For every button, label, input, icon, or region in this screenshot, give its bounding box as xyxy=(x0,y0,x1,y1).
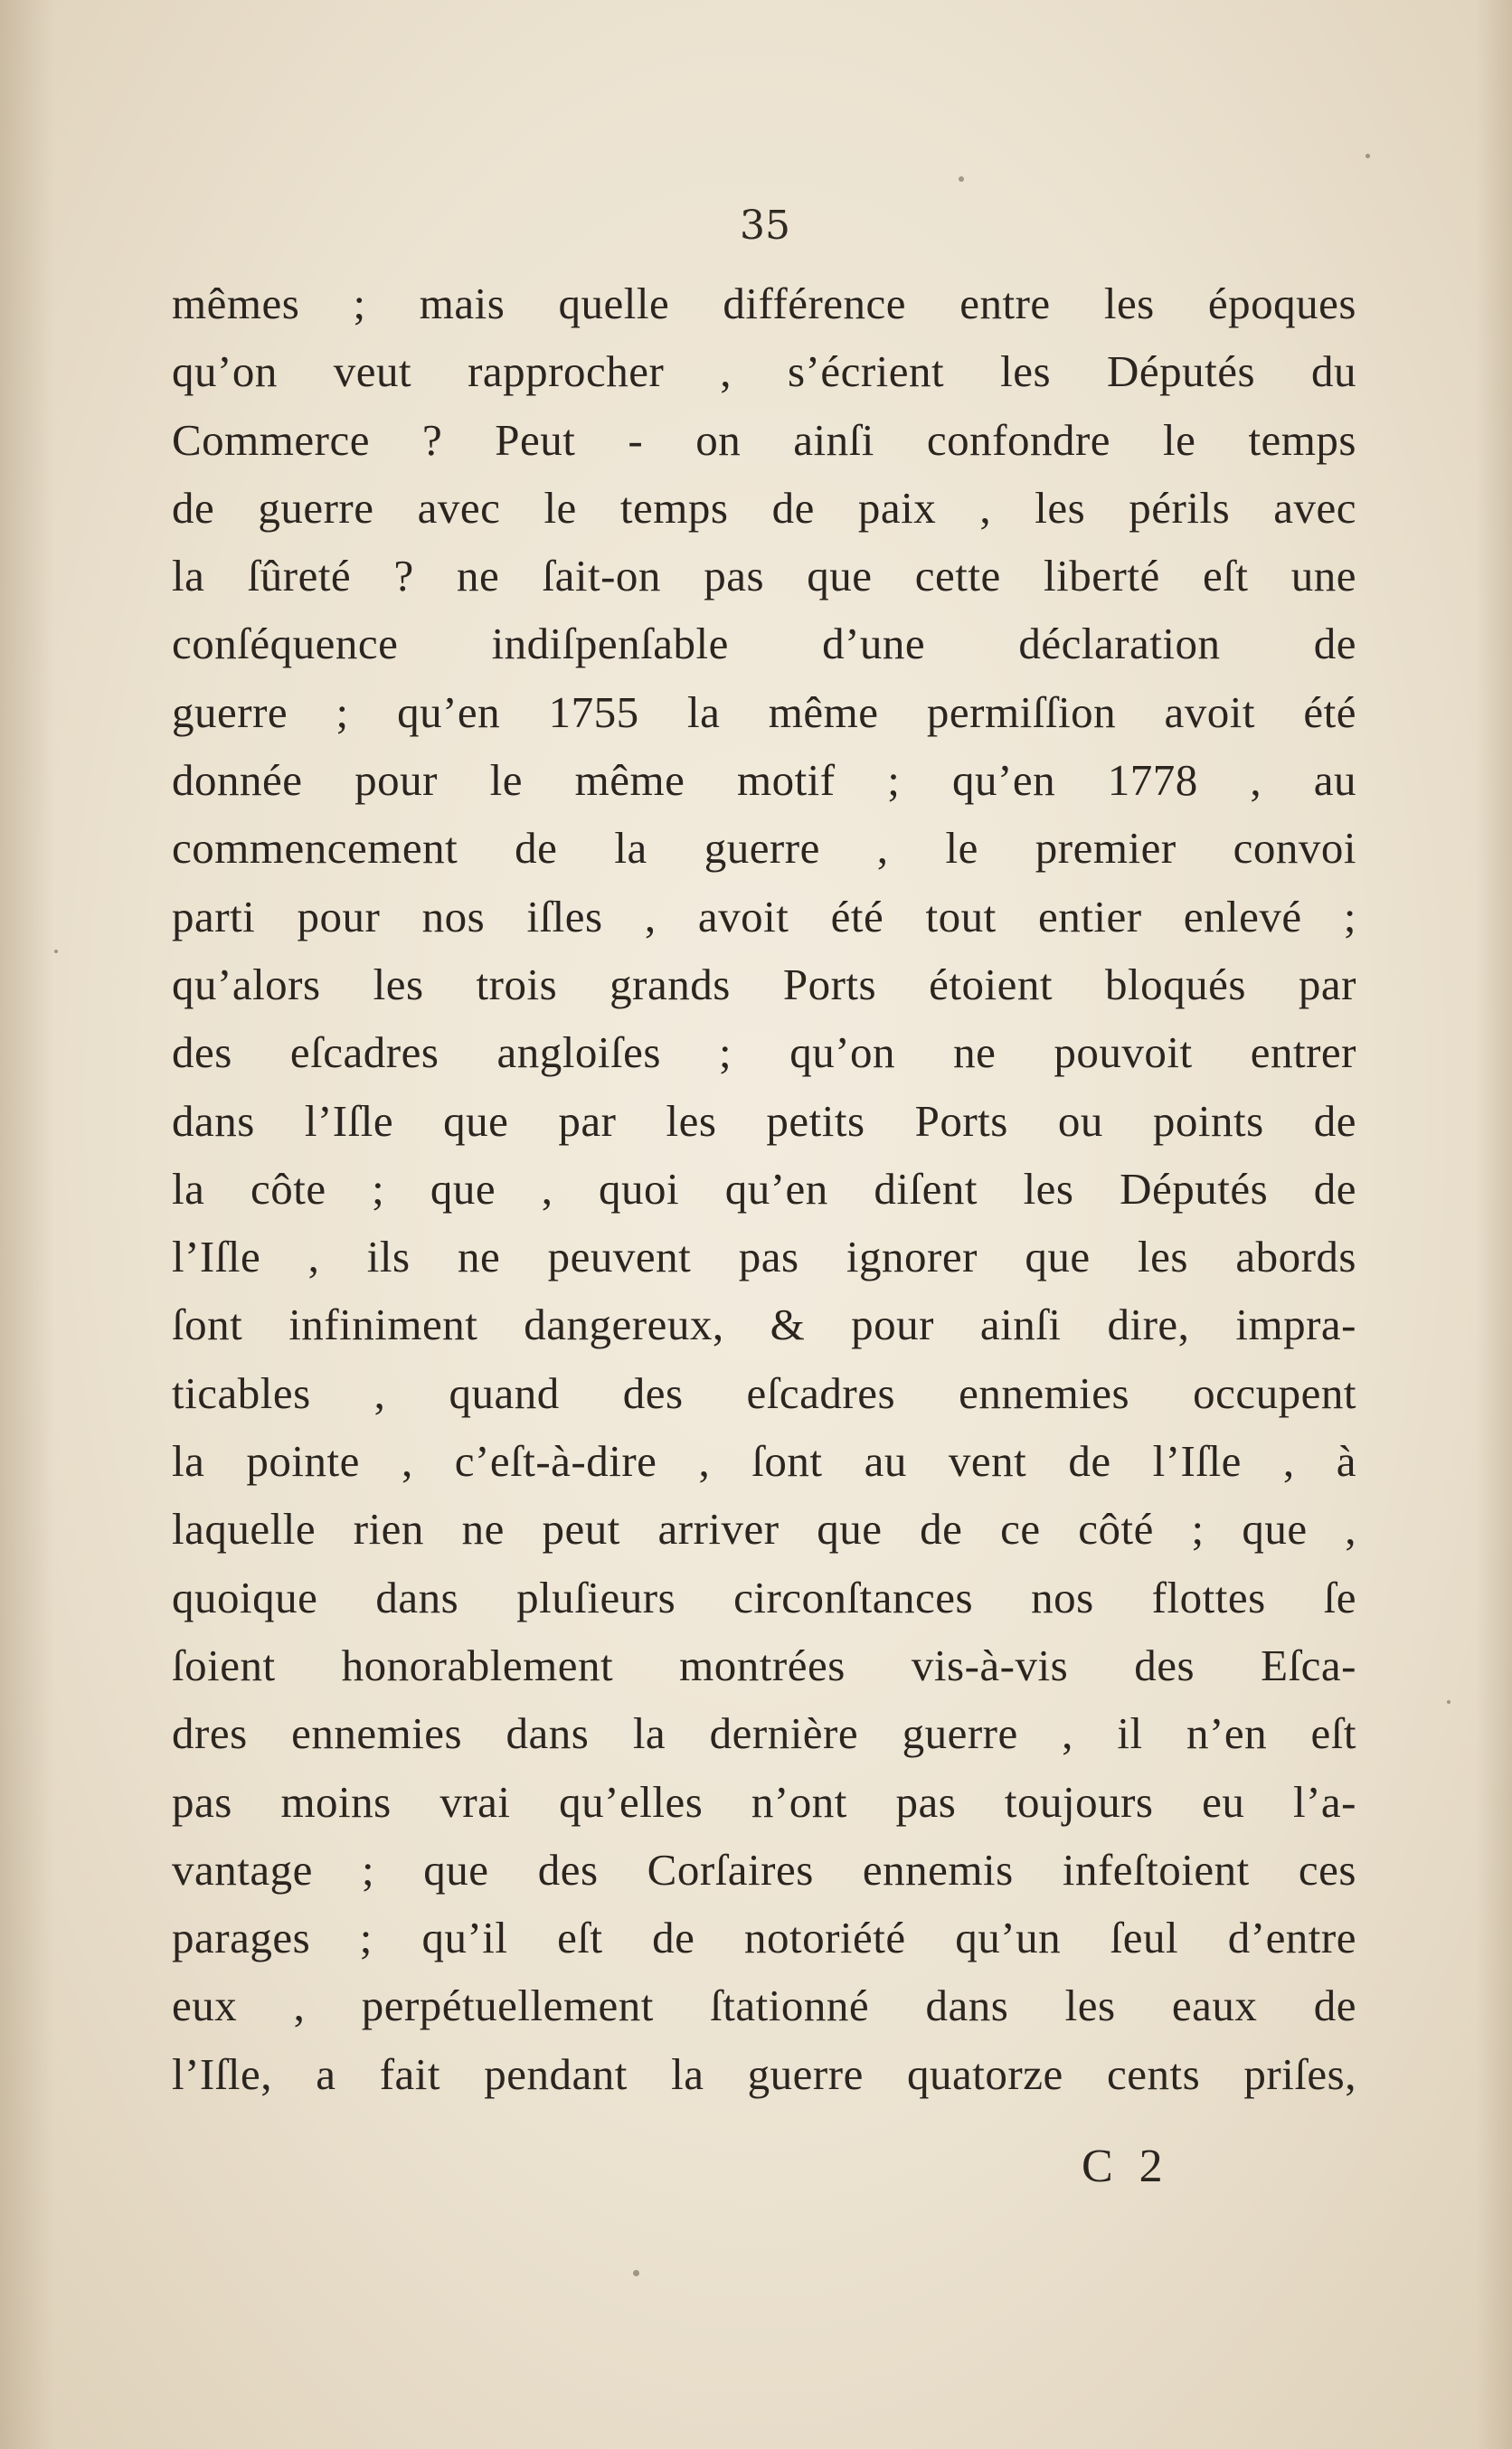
text-line: mêmes ; mais quelle différence entre les époques xyxy=(172,279,1356,328)
text-line: ſoient honorablement montrées vis-à-vis des Eſca- xyxy=(172,1640,1356,1690)
signature-mark: C 2 xyxy=(1082,2141,1170,2192)
text-line: guerre ; qu’en 1755 la même permiſſion avoit été xyxy=(172,686,1356,737)
page-number: 35 xyxy=(740,203,790,249)
paper-speck xyxy=(1366,154,1370,158)
text-line: eux , perpétuellement ſtationné dans les eaux de xyxy=(172,1981,1356,2031)
body-text xyxy=(172,269,1356,2108)
text-line: pas moins vrai qu’elles n’ont pas toujours eu l’a- xyxy=(172,1776,1356,1827)
text-line: dans l’Iſle que par les petits Ports ou points de xyxy=(172,1095,1356,1146)
text-line: l’Iſle , ils ne peuvent pas ignorer que les abords xyxy=(172,1232,1356,1282)
text-line: commencement de la guerre , le premier convoi xyxy=(172,823,1356,874)
text-line: Commerce ? Peut - on ainſi confondre le temps xyxy=(172,414,1356,465)
text-line: la ſûreté ? ne ſait-on pas que cette liberté eſt une xyxy=(172,551,1356,601)
text-line: de guerre avec le temps de paix , les périls avec xyxy=(172,482,1356,533)
text-line: parages ; qu’il eſt de notoriété qu’un ſeul d’entre xyxy=(172,1913,1356,1963)
text-line: laquelle rien ne peut arriver que de ce côté ; que , xyxy=(172,1504,1356,1555)
paper-speck xyxy=(1447,1700,1451,1704)
text-line: dres ennemies dans la dernière guerre , il n’en eſt xyxy=(172,1708,1356,1759)
text-line: donnée pour le même motif ; qu’en 1778 , au xyxy=(172,755,1356,806)
text-line: ticables , quand des eſcadres ennemies occupent xyxy=(172,1367,1356,1418)
page-gutter-shadow xyxy=(0,0,54,2449)
text-line: l’Iſle, a fait pendant la guerre quatorze cents priſes, xyxy=(172,2048,1356,2099)
page-edge-shadow xyxy=(1476,0,1512,2449)
text-line: vantage ; que des Corſaires ennemis infeſtoient ces xyxy=(172,1844,1356,1895)
text-line: qu’on veut rapprocher , s’écrient les Députés du xyxy=(172,346,1356,397)
text-line: ſont infiniment dangereux, & pour ainſi dire, impra- xyxy=(172,1300,1356,1350)
text-line: qu’alors les trois grands Ports étoient bloqués par xyxy=(172,959,1356,1009)
text-line: la côte ; que , quoi qu’en diſent les Députés de xyxy=(172,1163,1356,1214)
paper-speck xyxy=(54,950,58,953)
text-line: quoique dans pluſieurs circonſtances nos flottes ſe xyxy=(172,1572,1356,1622)
text-line: des eſcadres angloiſes ; qu’on ne pouvoit entrer xyxy=(172,1027,1356,1078)
text-line: parti pour nos iſles , avoit été tout entier enlevé ; xyxy=(172,891,1356,941)
paper-speck xyxy=(633,2270,639,2276)
paper-speck xyxy=(959,176,964,182)
text-line: la pointe , c’eſt-à-dire , ſont au vent de l’Iſle , à xyxy=(172,1436,1356,1487)
text-line: conſéquence indiſpenſable d’une déclaration de xyxy=(172,619,1356,669)
